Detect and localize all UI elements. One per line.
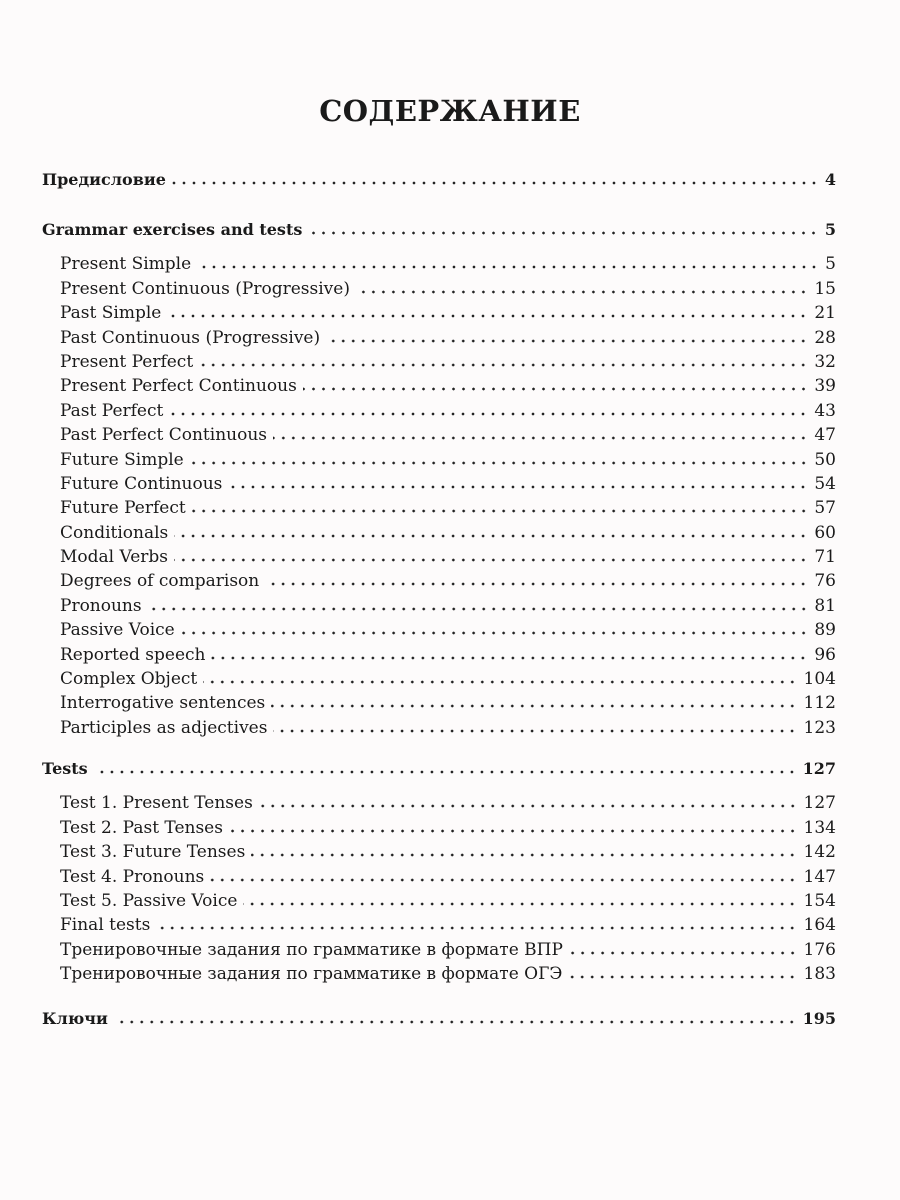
toc-entry[interactable]: [42, 450, 836, 474]
toc-page: 28: [814, 327, 836, 348]
dot-leader: [228, 485, 808, 489]
toc-entry[interactable]: [42, 891, 836, 915]
toc-entry[interactable]: [42, 474, 836, 498]
toc-page: 164: [803, 915, 836, 936]
toc-label: Ключи: [42, 1009, 108, 1028]
toc-label: Future Simple: [60, 449, 184, 470]
toc-entry[interactable]: [42, 523, 836, 547]
toc-page: 47: [814, 425, 836, 446]
toc-entry[interactable]: [42, 842, 836, 866]
dot-leader: [94, 770, 797, 774]
dot-leader: [199, 363, 808, 367]
toc-entry[interactable]: [42, 620, 836, 644]
dot-leader: [197, 265, 819, 269]
toc-entry-preface[interactable]: [42, 170, 836, 194]
toc-page: 127: [802, 759, 836, 778]
toc-entry[interactable]: [42, 793, 836, 817]
dot-leader: [190, 461, 809, 465]
toc-label: Test 2. Past Tenses: [60, 817, 223, 838]
toc-label: Past Simple: [60, 303, 162, 324]
toc-label: Passive Voice: [60, 620, 175, 641]
toc-entry[interactable]: [42, 425, 836, 449]
toc-entry[interactable]: [42, 818, 836, 842]
toc-entry[interactable]: [42, 867, 836, 891]
dot-leader: [174, 558, 808, 562]
toc-page: 54: [814, 473, 836, 494]
toc-label: Degrees of comparison: [60, 571, 260, 592]
toc-label: Participles as adjectives: [60, 717, 268, 738]
toc-page: 176: [803, 939, 836, 960]
toc-entry[interactable]: [42, 401, 836, 425]
toc-page: 134: [803, 817, 836, 838]
toc-label: Past Continuous (Progressive): [60, 327, 321, 348]
toc-page: 89: [814, 620, 836, 641]
toc-label: Test 1. Present Tenses: [60, 793, 253, 814]
toc-label: Тренировочные задания по грамматике в формате ОГЭ: [60, 964, 563, 985]
dot-leader: [326, 339, 808, 343]
dot-leader: [259, 804, 798, 808]
dot-leader: [192, 509, 809, 513]
toc-entry[interactable]: [42, 571, 836, 595]
toc-label: Grammar exercises and tests: [42, 220, 303, 239]
toc-label: Present Perfect: [60, 351, 194, 372]
toc-page: 57: [814, 498, 836, 519]
toc-page: 15: [814, 278, 836, 299]
toc-label: Тренировочные задания по грамматике в формате ВПР: [60, 939, 563, 960]
dot-leader: [148, 607, 809, 611]
toc-label: Future Perfect: [60, 498, 186, 519]
toc-entry-tests[interactable]: [42, 759, 836, 783]
toc-entry[interactable]: [42, 376, 836, 400]
toc-page: 5: [825, 254, 836, 275]
page-title: СОДЕРЖАНИЕ: [319, 94, 581, 128]
toc-entry[interactable]: [42, 669, 836, 693]
toc-entry[interactable]: [42, 915, 836, 939]
toc-page: 123: [803, 717, 836, 738]
toc-label: Complex Object: [60, 669, 198, 690]
toc-label: Modal Verbs: [60, 547, 169, 568]
toc-label: Conditionals: [60, 522, 169, 543]
toc-page: 147: [803, 866, 836, 887]
toc-page: 21: [814, 303, 836, 324]
toc-page: 43: [814, 400, 836, 421]
toc-entry[interactable]: [42, 352, 836, 376]
dot-leader: [172, 181, 819, 185]
dot-leader: [568, 975, 797, 979]
dot-leader: [229, 829, 798, 833]
toc-page: 104: [803, 669, 836, 690]
dot-leader: [271, 704, 797, 708]
toc-label: Final tests: [60, 915, 151, 936]
toc-group-tests: [42, 759, 836, 989]
toc-label: Tests: [42, 759, 88, 778]
toc-entry[interactable]: [42, 940, 836, 964]
dot-leader: [169, 412, 808, 416]
dot-leader: [181, 631, 809, 635]
dot-leader: [211, 656, 808, 660]
toc-page: 81: [814, 595, 836, 616]
toc-entry[interactable]: [42, 254, 836, 278]
toc-page: 112: [803, 693, 836, 714]
dot-leader: [203, 680, 797, 684]
dot-leader: [251, 853, 797, 857]
toc-label: Test 3. Future Tenses: [60, 842, 246, 863]
toc-label: Pronouns: [60, 595, 142, 616]
dot-leader: [569, 951, 798, 955]
dot-leader: [308, 231, 819, 235]
dot-leader: [265, 582, 808, 586]
toc-label: Present Perfect Continuous: [60, 376, 297, 397]
toc-page: 4: [824, 170, 836, 189]
toc-page: 154: [803, 890, 836, 911]
dot-leader: [273, 729, 797, 733]
toc-page: 71: [814, 547, 836, 568]
toc-group-keys: [42, 1009, 836, 1033]
toc-group-grammar: [42, 220, 836, 742]
toc-entry[interactable]: [42, 328, 836, 352]
toc-page: 39: [814, 376, 836, 397]
toc-page: 60: [814, 522, 836, 543]
dot-leader: [356, 290, 808, 294]
toc-label: Past Perfect Continuous: [60, 425, 268, 446]
toc-entry[interactable]: [42, 303, 836, 327]
toc-entry[interactable]: [42, 718, 836, 742]
dot-leader: [273, 436, 808, 440]
toc-page: 5: [824, 220, 836, 239]
toc-page: 96: [814, 644, 836, 665]
dot-leader: [174, 534, 808, 538]
dot-leader: [114, 1020, 797, 1024]
toc-page: 127: [803, 793, 836, 814]
toc-page: 76: [814, 571, 836, 592]
toc-label: Future Continuous: [60, 473, 223, 494]
toc-page: 32: [814, 351, 836, 372]
toc-entry[interactable]: [42, 596, 836, 620]
toc-label: Present Simple: [60, 254, 192, 275]
toc-page: 183: [803, 964, 836, 985]
dot-leader: [303, 387, 809, 391]
toc-entry[interactable]: [42, 547, 836, 571]
dot-leader: [167, 314, 808, 318]
toc-label: Interrogative sentences: [60, 693, 266, 714]
dot-leader: [210, 878, 797, 882]
dot-leader: [156, 926, 797, 930]
toc-label: Test 4. Pronouns: [60, 866, 205, 887]
toc-group-preface: [42, 170, 836, 194]
toc-label: Предисловие: [42, 170, 166, 189]
toc-label: Past Perfect: [60, 400, 164, 421]
toc-entry[interactable]: [42, 964, 836, 988]
toc-entry[interactable]: [42, 498, 836, 522]
toc-label: Present Continuous (Progressive): [60, 278, 350, 299]
toc-entry[interactable]: [42, 693, 836, 717]
toc-label: Test 5. Passive Voice: [60, 890, 238, 911]
toc-page: 142: [803, 842, 836, 863]
dot-leader: [243, 902, 797, 906]
toc-page: 195: [802, 1009, 836, 1028]
toc-entry-keys[interactable]: [42, 1009, 836, 1033]
toc-entry[interactable]: [42, 645, 836, 669]
toc-page: 50: [814, 449, 836, 470]
toc-entry-grammar[interactable]: [42, 220, 836, 244]
toc-label: Reported speech: [60, 644, 206, 665]
toc-entry[interactable]: [42, 279, 836, 303]
